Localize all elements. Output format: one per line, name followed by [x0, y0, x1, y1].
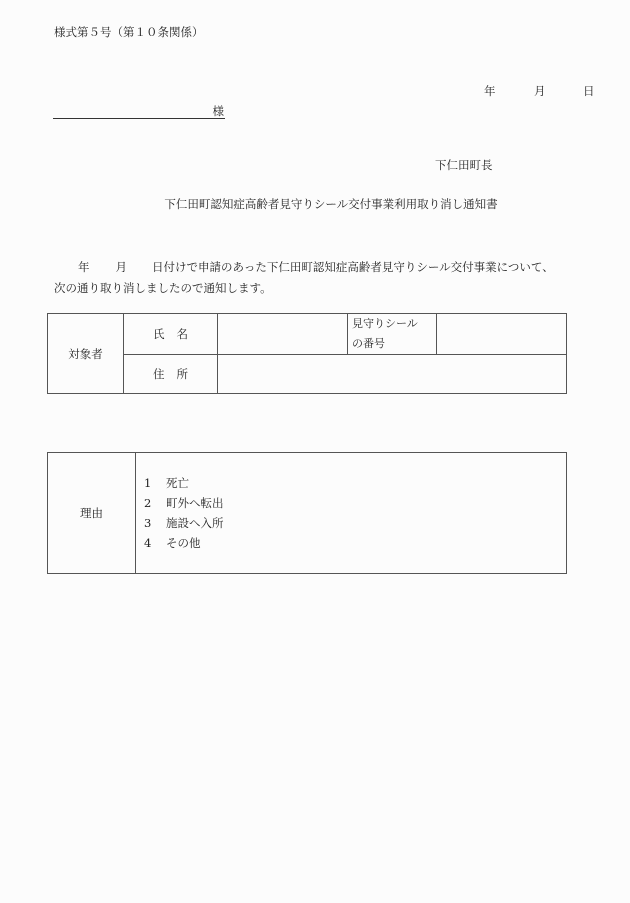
- date-month-label: 月: [534, 84, 546, 98]
- form-number: 様式第５号（第１０条関係）: [54, 25, 204, 39]
- reason-item-number: 3: [144, 516, 152, 530]
- reason-item-text: その他: [166, 536, 201, 550]
- recipient-name-field[interactable]: [53, 104, 225, 119]
- body-year-label: 年: [78, 260, 90, 274]
- name-label: [124, 314, 218, 355]
- address-label-char-2: 所: [176, 367, 188, 381]
- date-day-label: 日: [583, 84, 595, 98]
- seal-number-label-line-1: 見守りシール: [352, 317, 418, 330]
- reason-item-number: 2: [144, 496, 152, 510]
- address-label-char-1: 住: [153, 367, 165, 381]
- reason-item-number: 4: [144, 536, 152, 550]
- body-month-label: 月: [115, 260, 127, 274]
- address-label: [124, 355, 218, 394]
- seal-number-value-cell[interactable]: [437, 314, 567, 355]
- reason-list: [144, 473, 566, 553]
- body-text: [54, 257, 594, 299]
- name-label-char-2: 名: [176, 327, 188, 341]
- issuer: 下仁田町長: [435, 158, 493, 172]
- reason-item-text: 町外へ転出: [166, 496, 224, 510]
- reason-item[interactable]: [144, 473, 566, 493]
- subject-group-label: 対象者: [48, 314, 124, 394]
- reason-item-number: 1: [144, 476, 152, 490]
- date-year-label: 年: [484, 84, 496, 98]
- date-line: [0, 83, 630, 99]
- reason-item-text: 死亡: [166, 476, 189, 490]
- reason-item-text: 施設へ入所: [166, 516, 224, 530]
- reason-item[interactable]: [144, 513, 566, 533]
- body-line-1-rest: 日付けで申請のあった下仁田町認知症高齢者見守りシール交付事業について、: [152, 260, 554, 274]
- document-title-text: 下仁田町認知症高齢者見守りシール交付事業利用取り消し通知書: [164, 197, 498, 211]
- address-value-cell[interactable]: [218, 355, 567, 394]
- reason-items-cell: [136, 453, 567, 574]
- name-label-char-1: 氏: [153, 327, 165, 341]
- seal-number-label-line-2: の番号: [352, 337, 385, 350]
- recipient-honorific: 様: [212, 104, 224, 118]
- document-title: [0, 196, 630, 212]
- subject-table: [47, 313, 567, 394]
- body-line-1: [54, 257, 594, 278]
- seal-number-label: [348, 314, 437, 355]
- reason-item[interactable]: [144, 533, 566, 553]
- reason-label: 理由: [48, 453, 136, 574]
- reason-table: [47, 452, 567, 574]
- name-value-cell[interactable]: [218, 314, 348, 355]
- reason-item[interactable]: [144, 493, 566, 513]
- body-line-2: 次の通り取り消しましたので通知します。: [54, 281, 272, 295]
